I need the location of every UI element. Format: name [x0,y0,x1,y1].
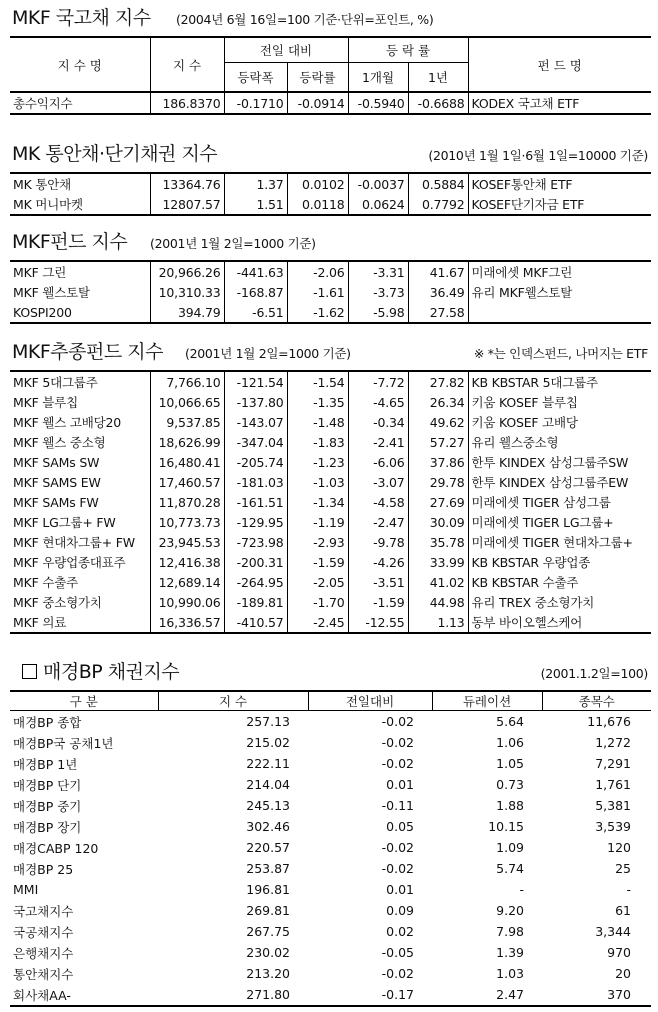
cell-chg: -441.63 [224,261,287,282]
bp-cell-duration: 0.73 [496,777,524,792]
cell-fund: 미래에셋 MKF그린 [468,261,651,282]
cell-chg-rate: -1.62 [287,302,348,323]
cell-1m: 0.0624 [348,194,408,215]
table-row [10,963,651,984]
mk-msb-section [0,142,658,212]
bp-cell-prev: 0.01 [386,777,414,792]
header-rate: 등 락 률 [348,37,468,63]
square-bullet-icon [22,664,37,679]
bp-cell-duration: 10.15 [488,819,524,834]
bp-cell-index: 196.81 [246,882,290,897]
bp-cell-category: 국공채지수 [13,924,74,940]
table-row [10,472,651,492]
cell-fund: KOSEF단기자금 ETF [468,194,651,215]
bp-cell-category: 은행채지수 [13,945,74,961]
section-note: (2001년 1월 2일=1000 기준) [150,236,316,251]
cell-name: MK 통안채 [10,173,150,194]
bp-cell-count: 61 [615,903,631,918]
cell-1y: 0.7792 [408,194,468,215]
cell-chg-rate: -2.05 [287,572,348,592]
bp-cell-duration: 9.20 [496,903,524,918]
cell-chg-rate: -1.19 [287,512,348,532]
cell-index: 10,310.33 [150,282,224,302]
bp-cell-prev: 0.01 [386,882,414,897]
cell-1y: 35.78 [408,532,468,552]
bp-cell-index: 271.80 [158,984,308,1006]
cell-1y: 26.34 [408,392,468,412]
bp-cell-category: 매경BP 25 [13,861,74,877]
cell-chg: 1.37 [224,173,287,194]
cell-index: 10,990.06 [150,592,224,612]
cell-chg: -205.74 [224,452,287,472]
section-title: MKF추종펀드 지수 [12,341,163,363]
bp-cell-count: - [626,882,631,897]
cell-1m: -5.98 [348,302,408,323]
bp-cell-count: 3,344 [595,924,631,939]
bp-cell-index: 230.02 [246,945,290,960]
tracking-table [10,370,651,634]
bp-cell-duration: - [519,882,524,897]
table-row [10,774,651,795]
section-title: MKF펀드 지수 [12,231,128,253]
cell-1m: -3.73 [348,282,408,302]
bp-cell-index: 269.81 [246,903,290,918]
table-row [10,879,651,900]
table-row [10,452,651,472]
bp-cell-count: 1,272 [595,735,631,750]
bp-cell-duration: 1.09 [496,840,524,855]
bp-cell-count: 3,539 [595,819,631,834]
section-title: MK 통안채·단기채권 지수 [12,143,218,165]
cell-chg-rate: 0.0118 [287,194,348,215]
cell-1m: -12.55 [348,612,408,633]
cell-index: 16,480.41 [150,452,224,472]
cell-chg-rate: -1.83 [287,432,348,452]
table-row [10,592,651,612]
cell-fund: KOSEF통안채 ETF [468,173,651,194]
cell-chg-rate: -1.59 [287,552,348,572]
table-row [10,412,651,432]
cell-1m: -1.59 [348,592,408,612]
cell-name: MKF 현대차그룹+ FW [10,532,150,552]
cell-1y: 0.5884 [408,173,468,194]
bp-cell-duration: 2.47 [432,984,542,1006]
cell-1y: 36.49 [408,282,468,302]
cell-index: 20,966.26 [150,261,224,282]
bp-cell-category: MMI [13,882,39,897]
section-note: (2001.1.2일=100) [540,666,648,681]
cell-1m: -4.58 [348,492,408,512]
cell-fund: 미래에셋 TIGER 삼성그룹 [471,495,611,510]
cell-name: MKF 웰스토탈 [10,282,150,302]
table-row [10,282,651,302]
cell-chg: -189.81 [224,592,287,612]
bp-cell-category: 매경BP국 공채1년 [13,735,114,751]
cell-chg-rate: -0.0914 [287,92,348,114]
header-chg-rate: 등락률 [287,63,348,93]
cell-1y: 57.27 [408,432,468,452]
bp-cell-count: 5,381 [595,798,631,813]
bp-cell-count: 120 [607,840,631,855]
bp-cell-category: 매경BP 장기 [13,819,82,835]
section-title-text: 매경BP 채권지수 [43,661,180,683]
table-row [10,194,651,215]
cell-1y: 27.82 [408,371,468,392]
cell-chg: -181.03 [224,472,287,492]
cell-index: 16,336.57 [150,612,224,633]
bp-cell-index: 302.46 [246,819,290,834]
bp-bond-section [0,660,658,1003]
header-prev: 전일 대비 [224,37,348,63]
cell-fund: 유리 웰스중소형 [471,435,559,450]
bp-cell-duration: 5.64 [496,714,524,729]
msb-table [10,172,651,216]
bp-header-duration: 듀레이션 [432,691,542,711]
bp-cell-prev: -0.02 [381,735,414,750]
cell-chg-rate: -2.45 [287,612,348,633]
cell-chg: -6.51 [224,302,287,323]
table-row [10,92,651,114]
table-row [10,984,651,1006]
cell-index: 12,689.14 [150,572,224,592]
bp-cell-prev: -0.02 [381,714,414,729]
section-note: (2001년 1월 2일=1000 기준) [185,346,351,361]
govbond-table [10,36,651,115]
cell-1y: 41.02 [408,572,468,592]
cell-1y: 49.62 [408,412,468,432]
bp-cell-category: 국고채지수 [13,903,74,919]
cell-index: 10,773.73 [150,512,224,532]
cell-1y: 30.09 [408,512,468,532]
cell-fund: KODEX 국고채 ETF [471,96,580,111]
cell-name: MKF 웰스 고배당20 [10,412,150,432]
table-row [10,921,651,942]
cell-fund: 키움 KOSEF 고배당 [471,415,578,430]
bp-cell-category: 통안채지수 [13,966,74,982]
mkf-fund-section [0,230,658,320]
header-1m: 1개월 [348,63,408,93]
bp-cell-prev: -0.11 [381,798,414,813]
section-note: (2010년 1월 1일·6월 1일=10000 기준) [428,148,648,163]
cell-name: MKF SAMs SW [10,452,150,472]
cell-1m: -0.34 [348,412,408,432]
cell-chg: -121.54 [224,371,287,392]
table-row [10,552,651,572]
bp-bond-table [10,690,651,1007]
cell-chg-rate: -1.48 [287,412,348,432]
bp-header-index: 지 수 [158,691,308,711]
cell-fund: 유리 TREX 중소형가치 [471,595,595,610]
cell-fund: 유리 MKF웰스토탈 [471,285,573,300]
cell-name: MKF 중소형가치 [10,592,150,612]
cell-index: 18,626.99 [150,432,224,452]
cell-index: 10,066.65 [150,392,224,412]
cell-1m: -3.31 [348,261,408,282]
bp-cell-count: 370 [542,984,651,1006]
section-title [22,657,179,684]
table-row [10,612,651,633]
cell-name: KOSPI200 [10,302,150,323]
cell-fund: 키움 KOSEF 블루칩 [471,395,578,410]
cell-1m: -7.72 [348,371,408,392]
cell-index: 12807.57 [150,194,224,215]
cell-1m: -2.47 [348,512,408,532]
cell-1m: -4.26 [348,552,408,572]
cell-chg-rate: -1.23 [287,452,348,472]
cell-name: MKF LG그룹+ FW [10,512,150,532]
table-row [10,753,651,774]
section-title: MKF 국고채 지수 [12,7,151,29]
bp-cell-duration: 1.03 [496,966,524,981]
bp-cell-prev: 0.09 [386,903,414,918]
cell-fund: 동부 바이오헬스케어 [468,612,651,633]
cell-chg-rate: -2.06 [287,261,348,282]
cell-index: 394.79 [150,302,224,323]
mkf-tracking-section [0,340,658,630]
table-row [10,795,651,816]
cell-name: 총수익지수 [10,92,150,114]
bp-cell-category: 매경CABP 120 [13,840,99,856]
cell-1y: 44.98 [408,592,468,612]
bp-cell-prev: -0.02 [381,840,414,855]
cell-chg: -129.95 [224,512,287,532]
bp-cell-duration: 1.05 [496,756,524,771]
bp-cell-index: 220.57 [246,840,290,855]
cell-fund: 한투 KINDEX 삼성그룹주SW [471,455,629,470]
table-row [10,173,651,194]
cell-1m: -4.65 [348,392,408,412]
bp-cell-index: 245.13 [246,798,290,813]
header-chg: 등락폭 [224,63,287,93]
cell-fund: KB KBSTAR 우량업종 [471,555,591,570]
table-row [10,302,651,323]
cell-chg: -137.80 [224,392,287,412]
mkf-govbond-section [0,6,658,111]
bp-cell-index: 214.04 [246,777,290,792]
cell-fund: 한투 KINDEX 삼성그룹주EW [471,475,629,490]
table-row [10,261,651,282]
fund-table [10,260,651,324]
cell-chg-rate: 0.0102 [287,173,348,194]
cell-name: MKF 블루칩 [10,392,150,412]
cell-fund: KB KBSTAR 5대그룹주 [468,371,651,392]
cell-name: MKF SAMs FW [10,492,150,512]
cell-name: MKF 5대그룹주 [10,371,150,392]
table-row [10,392,651,412]
bp-cell-index: 257.13 [246,714,290,729]
bp-cell-duration: 7.98 [496,924,524,939]
bp-cell-category: 매경BP 중기 [13,798,82,814]
cell-1y: 37.86 [408,452,468,472]
bp-cell-prev: -0.02 [381,756,414,771]
cell-chg-rate: -1.35 [287,392,348,412]
cell-1y: 27.69 [408,492,468,512]
cell-1y: -0.6688 [408,92,468,114]
bp-cell-prev: -0.05 [381,945,414,960]
header-1y: 1년 [408,63,468,93]
cell-index: 17,460.57 [150,472,224,492]
cell-chg: -0.1710 [224,92,287,114]
cell-chg: -410.57 [224,612,287,633]
cell-index: 186.8370 [150,92,224,114]
cell-1m: -3.51 [348,572,408,592]
cell-1y: 41.67 [408,261,468,282]
cell-1y: 33.99 [408,552,468,572]
bp-cell-index: 253.87 [246,861,290,876]
cell-chg: -264.95 [224,572,287,592]
cell-1m: -0.5940 [348,92,408,114]
cell-chg-rate: -1.34 [287,492,348,512]
cell-index: 7,766.10 [150,371,224,392]
table-row [10,900,651,921]
table-row [10,512,651,532]
bp-cell-index: 213.20 [246,966,290,981]
cell-fund: 미래에셋 TIGER 현대차그룹+ [471,535,633,550]
table-row [10,858,651,879]
cell-chg: -168.87 [224,282,287,302]
cell-chg-rate: -1.61 [287,282,348,302]
cell-chg: 1.51 [224,194,287,215]
bp-cell-duration: 5.74 [496,861,524,876]
table-row [10,572,651,592]
cell-name: MKF 의료 [10,612,150,633]
cell-1y: 27.58 [408,302,468,323]
cell-index: 23,945.53 [150,532,224,552]
cell-chg: -161.51 [224,492,287,512]
header-name: 지 수 명 [10,37,150,92]
cell-1y: 29.78 [408,472,468,492]
table-row [10,711,651,733]
bp-header-count: 종목수 [542,691,651,711]
cell-fund: KB KBSTAR 수출주 [471,575,579,590]
bp-cell-prev: 0.05 [386,819,414,834]
cell-name: MKF 수출주 [10,572,150,592]
bp-cell-count: 25 [615,861,631,876]
bp-cell-count: 7,291 [595,756,631,771]
cell-name: MKF SAMS EW [10,472,150,492]
cell-1m: -9.78 [348,532,408,552]
bp-cell-duration: 1.06 [496,735,524,750]
section-note: (2004년 6월 16일=100 기준·단위=포인트, %) [176,12,434,27]
cell-chg-rate: -1.03 [287,472,348,492]
bp-cell-prev: 0.02 [386,924,414,939]
cell-index: 11,870.28 [150,492,224,512]
bp-cell-index: 215.02 [246,735,290,750]
header-fund: 펀 드 명 [468,37,651,92]
bp-cell-prev: -0.02 [381,966,414,981]
cell-1m: -2.41 [348,432,408,452]
cell-name: MKF 우량업종대표주 [10,552,150,572]
bp-header-prev: 전일대비 [308,691,432,711]
bp-header-category: 구 분 [10,691,158,711]
bp-cell-category: 매경BP 1년 [13,756,78,772]
cell-1m: -3.07 [348,472,408,492]
bp-cell-prev: -0.02 [381,861,414,876]
table-row [10,532,651,552]
bp-cell-duration: 1.88 [496,798,524,813]
cell-name: MK 머니마켓 [10,194,150,215]
cell-1m: -6.06 [348,452,408,472]
bp-cell-count: 970 [607,945,631,960]
bp-cell-category: 매경BP 종합 [13,714,82,730]
cell-index: 9,537.85 [150,412,224,432]
bp-cell-count: 20 [615,966,631,981]
cell-index: 13364.76 [150,173,224,194]
cell-chg: -723.98 [224,532,287,552]
cell-1m: -0.0037 [348,173,408,194]
table-row [10,732,651,753]
cell-chg: -347.04 [224,432,287,452]
cell-fund: 미래에셋 TIGER LG그룹+ [471,515,614,530]
bp-cell-prev: -0.17 [308,984,432,1006]
bp-cell-count: 11,676 [587,714,631,729]
cell-fund [468,302,651,323]
table-row [10,816,651,837]
section-note-etf: ※ *는 인덱스펀드, 나머지는 ETF [473,346,648,361]
cell-name: MKF 그린 [10,261,150,282]
bp-cell-category: 회사채AA- [10,984,158,1006]
table-row [10,837,651,858]
cell-chg-rate: -2.93 [287,532,348,552]
header-index: 지 수 [150,37,224,92]
table-row [10,432,651,452]
cell-name: MKF 웰스 중소형 [10,432,150,452]
cell-chg: -143.07 [224,412,287,432]
table-row [10,942,651,963]
bp-cell-category: 매경BP 단기 [13,777,82,793]
cell-1y: 1.13 [408,612,468,633]
table-row [10,371,651,392]
bp-cell-index: 267.75 [246,924,290,939]
cell-index: 12,416.38 [150,552,224,572]
bp-cell-duration: 1.39 [496,945,524,960]
cell-chg-rate: -1.54 [287,371,348,392]
cell-chg: -200.31 [224,552,287,572]
table-row [10,492,651,512]
bp-cell-count: 1,761 [595,777,631,792]
cell-chg-rate: -1.70 [287,592,348,612]
bp-cell-index: 222.11 [246,756,290,771]
